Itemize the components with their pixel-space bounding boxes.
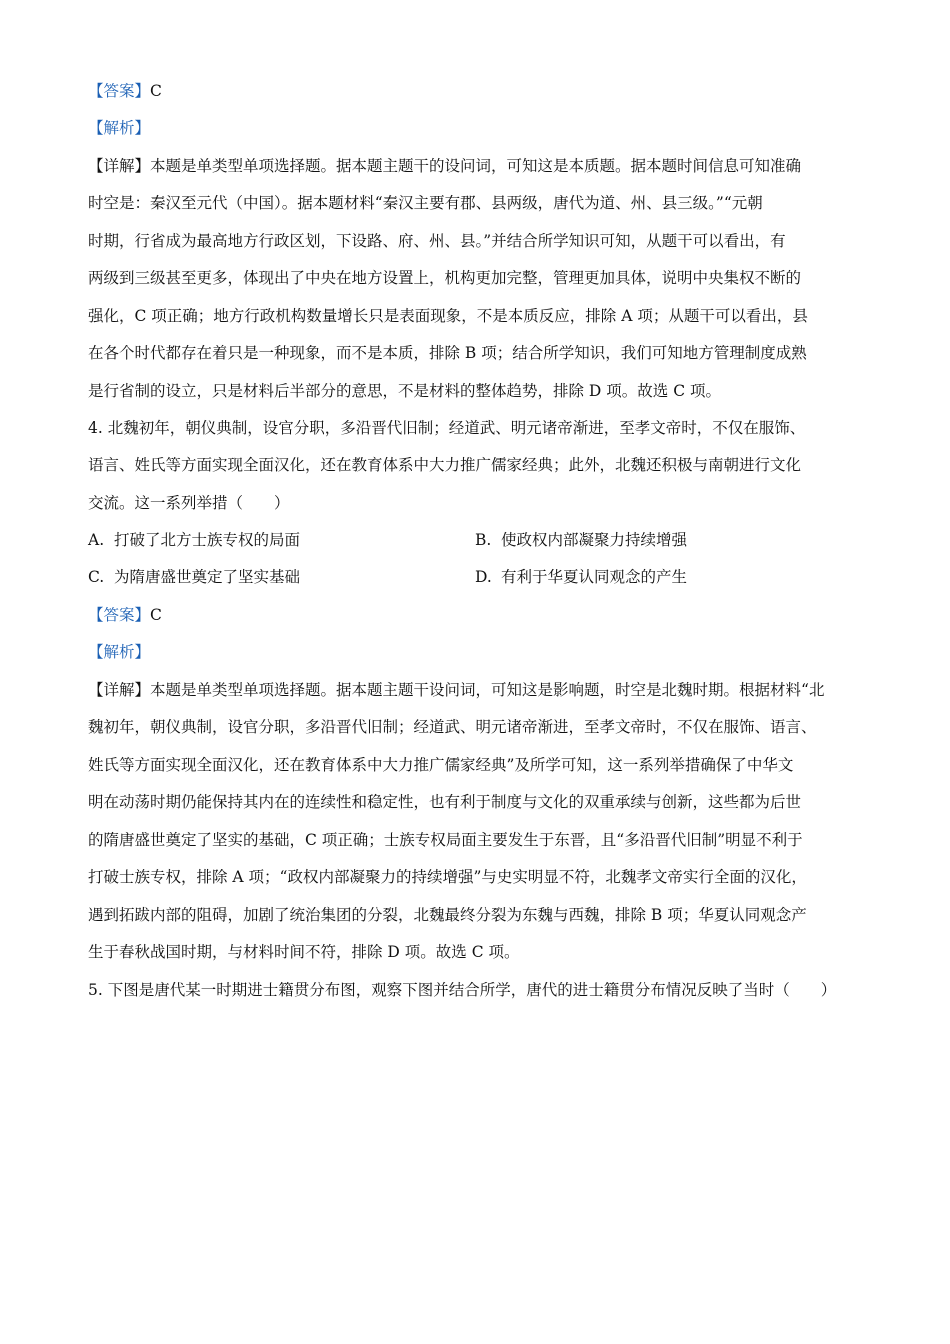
option-text: 有利于华夏认同观念的产生 [501, 568, 688, 586]
q3-answer-line [88, 81, 878, 101]
q4-detail-line: 明在动荡时期仍能保持其内在的连续性和稳定性，也有利于制度与文化的双重承续与创新，这些都为后世 [88, 793, 802, 811]
answer-tag: 【答案】 [88, 606, 151, 624]
analysis-tag: 【解析】 [88, 119, 151, 137]
q4-option-c [88, 567, 300, 587]
q5-stem: 5. 下图是唐代某一时期进士籍贯分布图，观察下图并结合所学，唐代的进士籍贯分布情况反映了当时（ ） [88, 981, 837, 999]
q4-detail-line: 打破士族专权，排除 A 项；“政权内部凝聚力的持续增强”与史实明显不符，北魏孝文帝实行全面的汉化， [88, 868, 807, 886]
q3-detail-line: 两级到三级甚至更多，体现出了中央在地方设置上，机构更加完整，管理更加具体，说明中央集权不断的 [88, 269, 802, 287]
q4-stem-line: 4. 北魏初年，朝仪典制，设官分职，多沿晋代旧制；经道武、明元诸帝渐进，至孝文帝时，不仅在服饰、 [88, 419, 806, 437]
q4-stem-line: 交流。这一系列举措（ ） [88, 494, 290, 512]
q4-option-a [88, 530, 300, 550]
q4-stem-line: 语言、姓氏等方面实现全面汉化，还在教育体系中大力推广儒家经典；此外，北魏还积极与南朝进行文化 [88, 456, 802, 474]
detail-text: 本题是单类型单项选择题。据本题主题干设问词，可知这是影响题，时空是北魏时期。根据材料“北 [150, 681, 825, 699]
q3-detail-line: 在各个时代都存在着只是一种现象，而不是本质，排除 B 项；结合所学知识，我们可知地方管理制度成熟 [88, 344, 807, 362]
option-letter: C. [88, 568, 105, 586]
q4-answer-line [88, 605, 878, 625]
answer-value: C [150, 606, 162, 624]
option-text: 打破了北方士族专权的局面 [114, 531, 301, 549]
q4-option-d [475, 567, 687, 587]
detail-tag: 【详解】 [88, 681, 151, 699]
analysis-tag: 【解析】 [88, 643, 151, 661]
option-letter: B. [475, 531, 492, 549]
option-text: 使政权内部凝聚力持续增强 [501, 531, 688, 549]
option-text: 为隋唐盛世奠定了坚实基础 [114, 568, 301, 586]
q3-detail-line: 是行省制的设立，只是材料后半部分的意思，不是材料的整体趋势，排除 D 项。故选 C 项。 [88, 382, 721, 400]
option-letter: A. [88, 531, 105, 549]
detail-text: 本题是单类型单项选择题。据本题主题干的设问词，可知这是本质题。据本题时间信息可知准确 [150, 157, 802, 175]
q4-detail-line: 魏初年，朝仪典制，设官分职，多沿晋代旧制；经道武、明元诸帝渐进，至孝文帝时，不仅在服饰、语言、 [88, 718, 817, 736]
q3-detail-line: 强化，C 项正确；地方行政机构数量增长只是表面现象，不是本质反应，排除 A 项；从题干可以看出，县 [88, 307, 808, 325]
q3-detail-line: 时空是：秦汉至元代（中国）。据本题材料“秦汉主要有郡、县两级，唐代为道、州、县三级。”“元朝 [88, 194, 763, 212]
q3-detail-line: 时期，行省成为最高地方行政区划，下设路、府、州、县。”并结合所学知识可知，从题干可以看出，有 [88, 232, 786, 250]
option-letter: D. [475, 568, 492, 586]
q4-detail-line: 生于春秋战国时期，与材料时间不符，排除 D 项。故选 C 项。 [88, 943, 520, 961]
q4-detail-line [88, 680, 878, 700]
q3-detail-line [88, 156, 878, 176]
q4-analysis-line [88, 642, 878, 662]
answer-value: C [150, 82, 162, 100]
q4-detail-line: 姓氏等方面实现全面汉化，还在教育体系中大力推广儒家经典”及所学可知，这一系列举措确保了中华文 [88, 756, 794, 774]
detail-tag: 【详解】 [88, 157, 151, 175]
q4-detail-line: 的隋唐盛世奠定了坚实的基础，C 项正确；士族专权局面主要发生于东晋，且“多沿晋代旧制”明显不利于 [88, 831, 803, 849]
q3-analysis-line [88, 118, 878, 138]
answer-tag: 【答案】 [88, 82, 151, 100]
q4-detail-line: 遇到拓跋内部的阻碍，加剧了统治集团的分裂，北魏最终分裂为东魏与西魏，排除 B 项；华夏认同观念产 [88, 906, 807, 924]
q4-option-b [475, 530, 687, 550]
